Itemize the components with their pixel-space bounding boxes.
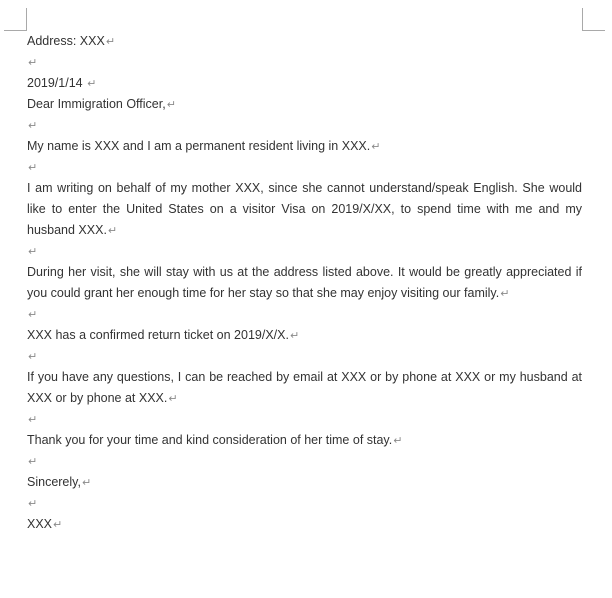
line-text: 2019/1/14 [27, 76, 87, 90]
line-text: During her visit, she will stay with us at the address listed above. It would be greatly appreciated if [27, 265, 582, 279]
paragraph-mark-icon: ↵ [107, 224, 118, 237]
line-text: like to enter the United States on a visitor Visa on 2019/X/XX, to spend time with me and my [27, 202, 582, 216]
paragraph-mark-icon: ↵ [500, 287, 510, 300]
text-line[interactable] [27, 241, 582, 262]
text-line[interactable] [27, 304, 582, 325]
text-line[interactable] [27, 346, 582, 367]
text-boundary-corner-top-right-icon [582, 8, 605, 31]
line-text: XXX [27, 517, 53, 531]
text-line[interactable] [27, 31, 582, 52]
paragraph-mark-icon: ↵ [393, 434, 403, 447]
paragraph-mark-icon: ↵ [81, 476, 92, 489]
line-text: Dear Immigration Officer, [27, 97, 166, 111]
text-line[interactable] [27, 157, 582, 178]
text-line[interactable] [27, 325, 582, 346]
line-text: Sincerely, [27, 475, 81, 489]
text-line[interactable] [27, 52, 582, 73]
paragraph-mark-icon: ↵ [28, 56, 38, 69]
text-line[interactable] [27, 367, 582, 388]
paragraph-mark-icon: ↵ [87, 77, 97, 90]
line-text: Thank you for your time and kind consideration of her time of stay. [27, 433, 393, 447]
line-text: XXX or by phone at XXX. [27, 391, 168, 405]
line-text: husband XXX. [27, 223, 107, 237]
text-boundary-corner-top-left-icon [4, 8, 27, 31]
paragraph-mark-icon: ↵ [28, 161, 38, 174]
text-line[interactable] [27, 409, 582, 430]
text-line[interactable] [27, 199, 582, 220]
paragraph-mark-icon: ↵ [28, 119, 38, 132]
paragraph-mark-icon: ↵ [28, 245, 38, 258]
text-line[interactable] [27, 94, 582, 115]
paragraph-mark-icon: ↵ [28, 413, 38, 426]
text-line[interactable] [27, 388, 582, 409]
paragraph-mark-icon: ↵ [28, 308, 38, 321]
line-text: If you have any questions, I can be reached by email at XXX or by phone at XXX or my husband at [27, 370, 582, 384]
paragraph-mark-icon: ↵ [166, 98, 176, 111]
paragraph-mark-icon: ↵ [168, 392, 178, 405]
paragraph-mark-icon: ↵ [28, 497, 38, 510]
text-line[interactable] [27, 115, 582, 136]
line-text: XXX has a confirmed return ticket on 2019/X/X. [27, 328, 289, 342]
paragraph-mark-icon: ↵ [28, 350, 38, 363]
text-line[interactable] [27, 430, 582, 451]
paragraph-mark-icon: ↵ [105, 35, 116, 48]
line-text: Address: XXX [27, 34, 105, 48]
line-text: you could grant her enough time for her stay so that she may enjoy visiting our family. [27, 286, 500, 300]
text-line[interactable] [27, 178, 582, 199]
line-text: I am writing on behalf of my mother XXX, since she cannot understand/speak English. She would [27, 181, 582, 195]
text-line[interactable] [27, 262, 582, 283]
text-line[interactable] [27, 451, 582, 472]
paragraph-mark-icon: ↵ [371, 140, 381, 153]
paragraph-mark-icon: ↵ [28, 455, 38, 468]
document-text-area[interactable] [27, 31, 582, 535]
text-line[interactable] [27, 283, 582, 304]
text-line[interactable] [27, 472, 582, 493]
text-line[interactable] [27, 73, 582, 94]
text-line[interactable] [27, 220, 582, 241]
paragraph-mark-icon: ↵ [289, 329, 300, 342]
paragraph-mark-icon: ↵ [53, 518, 63, 531]
line-text: My name is XXX and I am a permanent resident living in XXX. [27, 139, 371, 153]
text-line[interactable] [27, 136, 582, 157]
text-line[interactable] [27, 514, 582, 535]
text-line[interactable] [27, 493, 582, 514]
